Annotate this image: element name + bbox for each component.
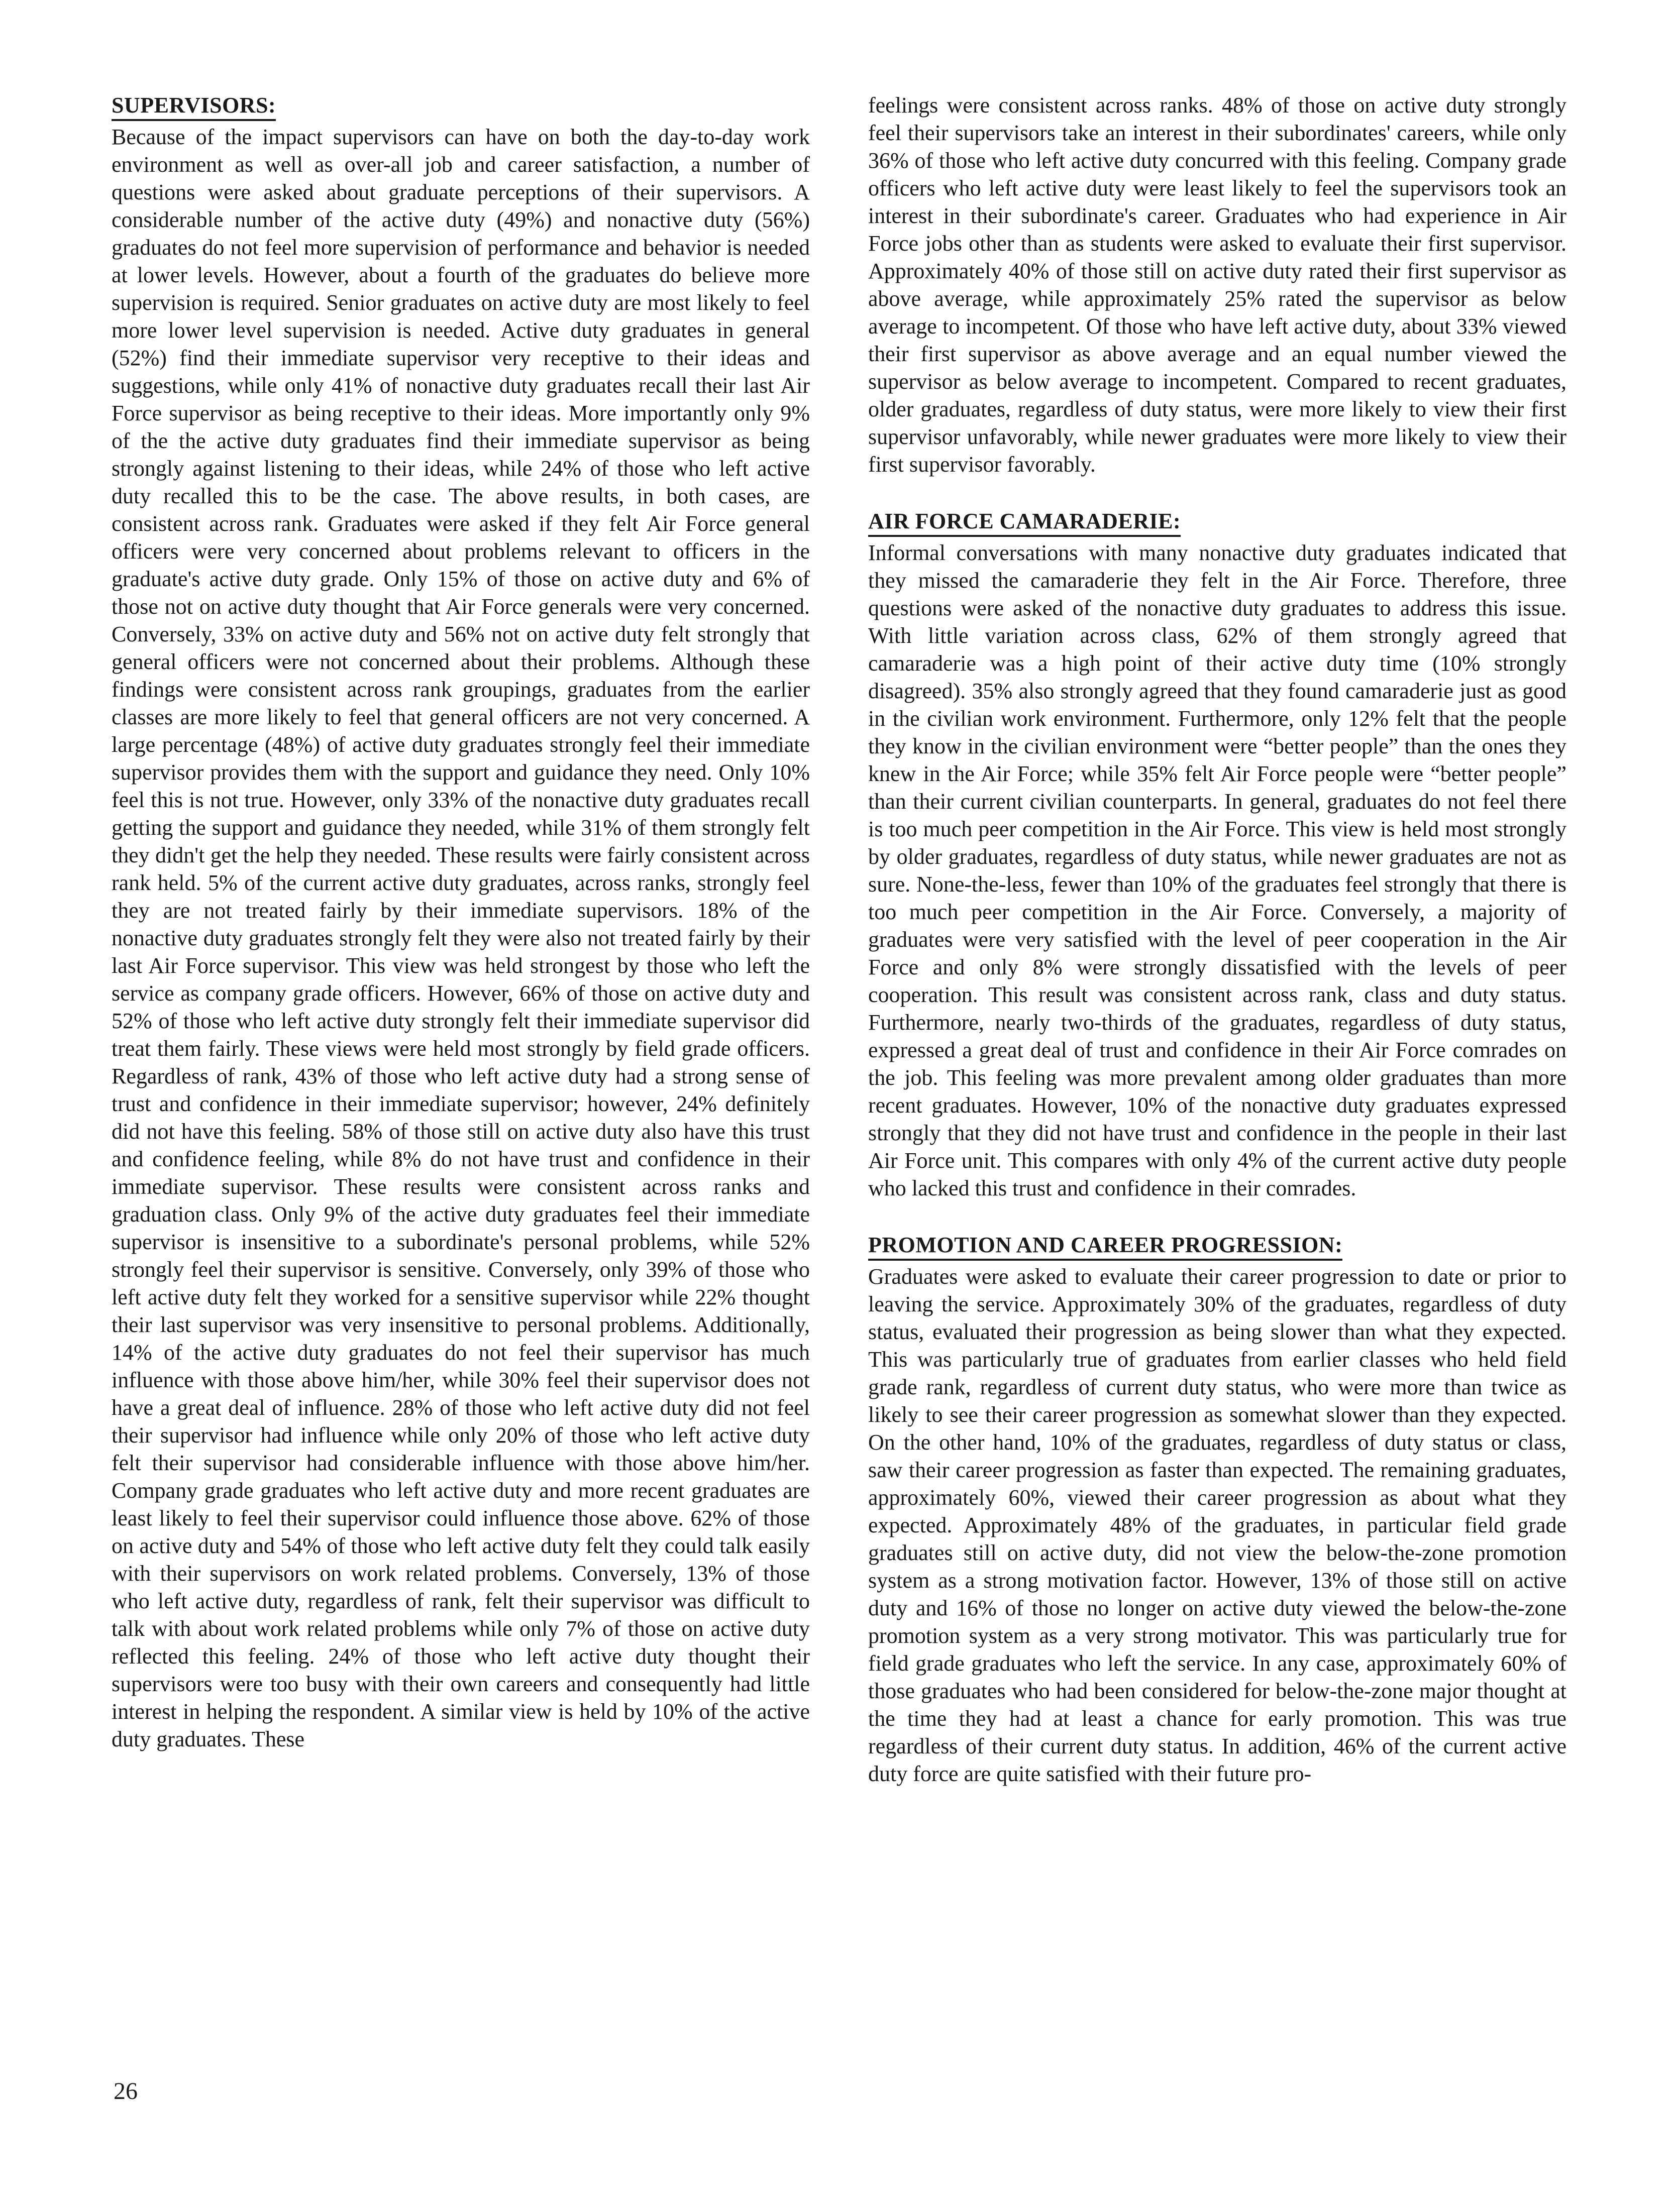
- promotion-section: [868, 1231, 1566, 1788]
- promotion-paragraph: Graduates were asked to evaluate their career progression to date or prior to leaving the service. Approximately 30% of the graduates, regardless of duty status, evaluated their progression as being slower than what they expected. This was particularly true of graduates from earlier classes who held field grade rank, regardless of current duty status, who were more than twice as likely to see their career progression as somewhat slower than they expected. On the other hand, 10% of the graduates, regardless of duty status or class, saw their career progression as faster than expected. The remaining graduates, approximately 60%, viewed their career progression as about what they expected. Approximately 48% of the graduates, in particular field grade graduates still on active duty, did not view the below-the-zone promotion system as a strong motivation factor. However, 13% of those still on active duty and 16% of those no longer on active duty viewed the below-the-zone promotion system as a very strong motivator. This was particularly true for field grade graduates who left the service. In any case, approximately 60% of those graduates who had been considered for below-the-zone major thought at the time they had at least a chance for early promotion. This was true regardless of their current duty status. In addition, 46% of the current active duty force are quite satisfied with their future pro-: [868, 1264, 1566, 1786]
- section-heading-camaraderie: AIR FORCE CAMARADERIE:: [868, 507, 1181, 537]
- left-column: [112, 91, 810, 1753]
- page-number: 26: [114, 2078, 138, 2105]
- right-column: [868, 91, 1566, 1817]
- supervisors-continuation-section: [868, 91, 1566, 478]
- camaraderie-section: [868, 507, 1566, 1202]
- camaraderie-paragraph: Informal conversations with many nonactive duty graduates indicated that they missed the camaraderie they felt in the Air Force. Therefore, three questions were asked of the nonactive duty graduates to address this issue. With little variation across class, 62% of them strongly agreed that camaraderie was a high point of their active duty time (10% strongly disagreed). 35% also strongly agreed that they found camaraderie just as good in the civilian work environment. Furthermore, only 12% felt that the people they know in the civilian environment were “better people” than the ones they knew in the Air Force; while 35% felt Air Force people were “better people” than their current civilian counterparts. In general, graduates do not feel there is too much peer competition in the Air Force. This view is held most strongly by older graduates, regardless of duty status, while newer graduates are not as sure. None-the-less, fewer than 10% of the graduates feel strongly that there is too much peer competition in the Air Force. Conversely, a majority of graduates were very satisfied with the level of peer cooperation in the Air Force and only 8% were strongly dissatisfied with the levels of peer cooperation. This result was consistent across rank, class and duty status. Furthermore, nearly two-thirds of the graduates, regardless of duty status, expressed a great deal of trust and confidence in their Air Force comrades on the job. This feeling was more prevalent among older graduates than more recent graduates. However, 10% of the nonactive duty graduates expressed strongly that they did not have trust and confidence in the people in their last Air Force unit. This compares with only 4% of the current active duty people who lacked this trust and confidence in their comrades.: [868, 540, 1566, 1200]
- supervisors-continuation-paragraph: feelings were consistent across ranks. 48% of those on active duty strongly feel their supervisors take an interest in their subordinates' careers, while only 36% of those who left active duty concurred with this feeling. Company grade officers who left active duty were least likely to feel the supervisors took an interest in their subordinate's career. Graduates who had experience in Air Force jobs other than as students were asked to evaluate their first supervisor. Approximately 40% of those still on active duty rated their first supervisor as above average, while approximately 25% rated the supervisor as below average to incompetent. Of those who have left active duty, about 33% viewed their first supervisor as above average and an equal number viewed the supervisor as below average to incompetent. Compared to recent graduates, older graduates, regardless of duty status, were more likely to view their first supervisor unfavorably, while newer graduates were more likely to view their first supervisor favorably.: [868, 93, 1566, 477]
- supervisors-paragraph: Because of the impact supervisors can have on both the day-to-day work environment as well as over-all job and career satisfaction, a number of questions were asked about graduate perceptions of their supervisors. A considerable number of the active duty (49%) and nonactive duty (56%) graduates do not feel more supervision of performance and behavior is needed at lower levels. However, about a fourth of the graduates do believe more supervision is required. Senior graduates on active duty are most likely to feel more lower level supervision is needed. Active duty graduates in general (52%) find their immediate supervisor very receptive to their ideas and suggestions, while only 41% of nonactive duty graduates recall their last Air Force supervisor as being receptive to their ideas. More importantly only 9% of the the active duty graduates find their immediate supervisor as being strongly against listening to their ideas, while 24% of those who left active duty recalled this to be the case. The above results, in both cases, are consistent across rank. Graduates were asked if they felt Air Force general officers were very concerned about problems relevant to officers in the graduate's active duty grade. Only 15% of those on active duty and 6% of those not on active duty thought that Air Force generals were very concerned. Conversely, 33% on active duty and 56% not on active duty felt strongly that general officers were not concerned about their problems. Although these findings were consistent across rank groupings, graduates from the earlier classes are more likely to feel that general officers are not very concerned. A large percentage (48%) of active duty graduates strongly feel their immediate supervisor provides them with the support and guidance they need. Only 10% feel this is not true. However, only 33% of the nonactive duty graduates recall getting the support and guidance they needed, while 31% of them strongly felt they didn't get the help they needed. These results were fairly consistent across rank held. 5% of the current active duty graduates, across ranks, strongly feel they are not treated fairly by their immediate supervisors. 18% of the nonactive duty graduates strongly felt they were also not treated fairly by their last Air Force supervisor. This view was held strongest by those who left the service as company grade officers. However, 66% of those on active duty and 52% of those who left active duty strongly felt their immediate supervisor did treat them fairly. These views were held most strongly by field grade officers. Regardless of rank, 43% of those who left active duty had a strong sense of trust and confidence in their immediate supervisor; however, 24% definitely did not have this feeling. 58% of those still on active duty also have this trust and confidence feeling, while 8% do not have trust and confidence in their immediate supervisor. These results were consistent across ranks and graduation class. Only 9% of the active duty graduates feel their immediate supervisor is insensitive to a subordinate's personal problems, while 52% strongly feel their supervisor is sensitive. Conversely, only 39% of those who left active duty felt they worked for a sensitive supervisor while 22% thought their last supervisor was very insensitive to personal problems. Additionally, 14% of the active duty graduates do not feel their supervisor has much influence with those above him/her, while 30% feel their supervisor does not have a great deal of influence. 28% of those who left active duty did not feel their supervisor had influence while only 20% of those who left active duty felt their supervisor had considerable influence with those above him/her. Company grade graduates who left active duty and more recent graduates are least likely to feel their supervisor could influence those above. 62% of those on active duty and 54% of those who left active duty felt they could talk easily with their supervisors on work related problems. Conversely, 13% of those who left active duty, regardless of rank, felt their supervisor was difficult to talk with about work related problems while only 7% of those on active duty reflected this feeling. 24% of those who left active duty thought their supervisors were too busy with their own careers and consequently had little interest in helping the respondent. A similar view is held by 10% of the active duty graduates. These: [112, 125, 810, 1751]
- section-heading-promotion: PROMOTION AND CAREER PROGRESSION:: [868, 1231, 1342, 1261]
- section-heading-supervisors: SUPERVISORS:: [112, 91, 276, 121]
